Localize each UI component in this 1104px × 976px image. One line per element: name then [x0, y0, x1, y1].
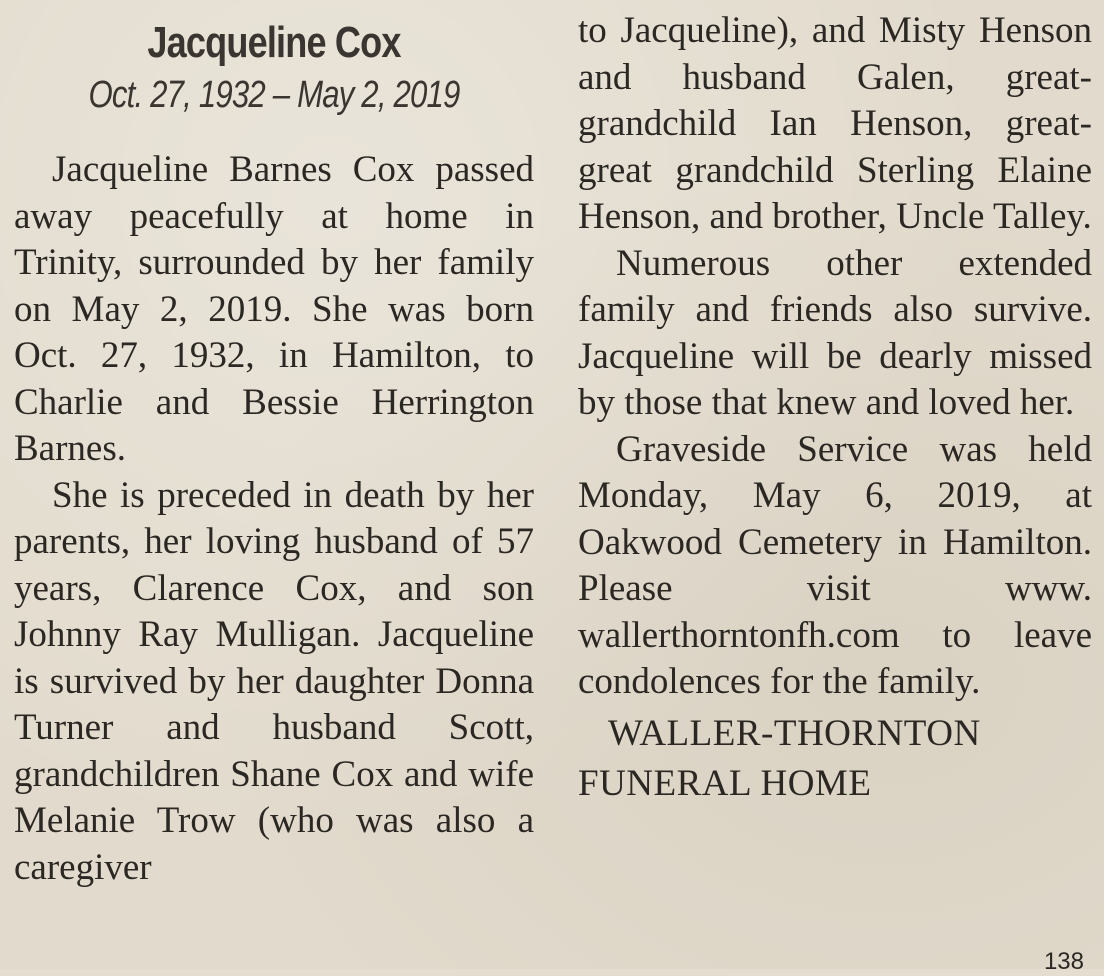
obituary-dates: Oct. 27, 1932 – May 2, 2019	[88, 74, 460, 116]
obituary-paragraph: She is preceded in death by her parents, her loving husband of 57 years, Clarence Cox, and son Johnny Ray Mulligan. Jacqueline is survived by her daughter Donna Turner and husband Scott, grandchildren Shane Cox and wife Melanie Trow (who was also a caregiver	[14, 474, 534, 888]
page-number: 138	[1043, 948, 1084, 975]
obituary-paragraph-continued: to Jacqueline), and Misty Henson and husband Galen, great-grandchild Ian Henson, great-great grandchild Sterling Elaine Henson, and brother, Uncle Talley.	[578, 10, 1092, 237]
obituary-paragraph: Jacqueline Barnes Cox passed away peacefully at home in Trinity, surrounded by her family on May 2, 2019. She was born Oct. 27, 1932, in Hamilton, to Charlie and Bessie Herrington Barnes.	[14, 149, 534, 469]
left-column	[14, 0, 534, 891]
obituary-paragraph: Graveside Service was held Monday, May 6, 2019, at Oakwood Cemetery in Hamilton. Please visit www. wallerthorntonfh.com to leave condolences for the family.	[578, 428, 1092, 702]
funeral-home-name-line-1: WALLER-THORNTON	[608, 712, 981, 754]
right-column	[578, 0, 1092, 806]
obituary-name: Jacqueline Cox	[147, 18, 401, 67]
obituary-paragraph: Numerous other extended family and friends also survive. Jacqueline will be dearly missed by those that knew and loved her.	[578, 242, 1092, 423]
funeral-home-name-line-2: FUNERAL HOME	[578, 762, 872, 804]
